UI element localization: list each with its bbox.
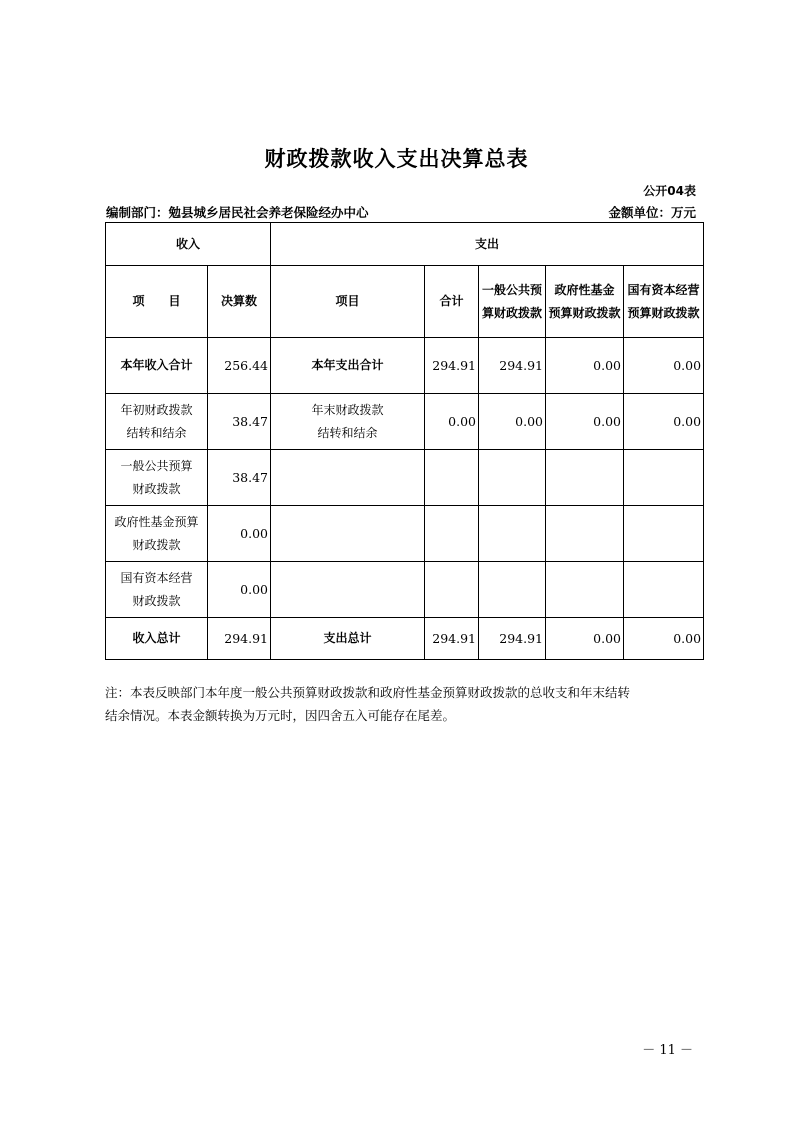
empty-cell xyxy=(624,450,704,506)
grand-expense-label: 支出总计 xyxy=(271,618,425,660)
current-expense-total: 294.91 xyxy=(425,338,479,394)
col-header-gpb-line2: 算财政拨款 xyxy=(482,305,543,320)
current-expense-soc: 0.00 xyxy=(624,338,704,394)
table-row xyxy=(106,618,704,660)
ending-balance-soc: 0.00 xyxy=(624,394,704,450)
grand-income-label: 收入总计 xyxy=(106,618,208,660)
note-line-2: 结余情况。本表金额转换为万元时，因四舍五入可能存在尾差。 xyxy=(105,708,456,723)
col-header-gf-line2: 预算财政拨款 xyxy=(548,305,621,320)
col-header-final-amount: 决算数 xyxy=(208,266,271,338)
table-section-header-row xyxy=(106,223,704,266)
gf-income-label-line1: 政府性基金预算 xyxy=(114,514,199,529)
col-header-soc-line2: 预算财政拨款 xyxy=(627,305,700,320)
department-label: 编制部门：勉县城乡居民社会养老保险经办中心 xyxy=(106,205,369,220)
col-header-state-capital xyxy=(624,266,704,338)
beginning-balance-label-line2: 结转和结余 xyxy=(126,425,187,440)
income-section-header: 收入 xyxy=(106,223,271,266)
empty-cell xyxy=(479,562,546,618)
table-row xyxy=(106,394,704,450)
col-header-general-public-budget xyxy=(479,266,546,338)
empty-cell xyxy=(425,562,479,618)
current-expense-label: 本年支出合计 xyxy=(271,338,425,394)
soc-income-label xyxy=(106,562,208,618)
expense-section-header: 支出 xyxy=(271,223,704,266)
ending-balance-gpb: 0.00 xyxy=(479,394,546,450)
grand-expense-gf: 0.00 xyxy=(546,618,624,660)
table-row xyxy=(106,506,704,562)
beginning-balance-label xyxy=(106,394,208,450)
grand-expense-gpb: 294.91 xyxy=(479,618,546,660)
col-header-item: 项 目 xyxy=(106,266,208,338)
soc-income-value: 0.00 xyxy=(208,562,271,618)
col-header-government-fund xyxy=(546,266,624,338)
empty-cell xyxy=(546,506,624,562)
empty-cell xyxy=(271,506,425,562)
grand-expense-soc: 0.00 xyxy=(624,618,704,660)
form-number: 公开04表 xyxy=(643,184,696,198)
empty-cell xyxy=(425,450,479,506)
budget-summary-table xyxy=(105,222,704,660)
gf-income-value: 0.00 xyxy=(208,506,271,562)
empty-cell xyxy=(271,450,425,506)
gpb-income-label-line2: 财政拨款 xyxy=(132,481,181,496)
gpb-income-label xyxy=(106,450,208,506)
amount-unit-label: 金额单位：万元 xyxy=(608,205,696,220)
table-column-header-row xyxy=(106,266,704,338)
grand-income-value: 294.91 xyxy=(208,618,271,660)
gpb-income-value: 38.47 xyxy=(208,450,271,506)
col-header-soc-line1: 国有资本经营 xyxy=(627,282,700,297)
col-header-gf-line1: 政府性基金 xyxy=(554,282,615,297)
gf-income-label xyxy=(106,506,208,562)
empty-cell xyxy=(271,562,425,618)
gpb-income-label-line1: 一般公共预算 xyxy=(120,458,193,473)
gf-income-label-line2: 财政拨款 xyxy=(132,537,181,552)
table-note xyxy=(105,681,705,727)
header-info-line xyxy=(106,203,696,221)
soc-income-label-line2: 财政拨款 xyxy=(132,593,181,608)
current-income-label: 本年收入合计 xyxy=(106,338,208,394)
empty-cell xyxy=(425,506,479,562)
page-number: － 11 － xyxy=(642,1043,693,1058)
empty-cell xyxy=(546,562,624,618)
table-row xyxy=(106,338,704,394)
page-title: 财政拨款收入支出决算总表 xyxy=(264,147,529,171)
beginning-balance-value: 38.47 xyxy=(208,394,271,450)
ending-balance-total: 0.00 xyxy=(425,394,479,450)
current-income-value: 256.44 xyxy=(208,338,271,394)
empty-cell xyxy=(546,450,624,506)
current-expense-gpb: 294.91 xyxy=(479,338,546,394)
ending-balance-gf: 0.00 xyxy=(546,394,624,450)
ending-balance-label-line1: 年末财政拨款 xyxy=(311,402,384,417)
col-header-expense-item: 项目 xyxy=(271,266,425,338)
empty-cell xyxy=(624,506,704,562)
current-expense-gf: 0.00 xyxy=(546,338,624,394)
empty-cell xyxy=(624,562,704,618)
table-row xyxy=(106,562,704,618)
ending-balance-label xyxy=(271,394,425,450)
grand-expense-total: 294.91 xyxy=(425,618,479,660)
col-header-total: 合计 xyxy=(425,266,479,338)
col-header-gpb-line1: 一般公共预 xyxy=(482,282,543,297)
table-row xyxy=(106,450,704,506)
beginning-balance-label-line1: 年初财政拨款 xyxy=(120,402,193,417)
ending-balance-label-line2: 结转和结余 xyxy=(317,425,378,440)
note-line-1: 注：本表反映部门本年度一般公共预算财政拨款和政府性基金预算财政拨款的总收支和年末结转 xyxy=(105,685,631,700)
soc-income-label-line1: 国有资本经营 xyxy=(120,570,193,585)
empty-cell xyxy=(479,506,546,562)
empty-cell xyxy=(479,450,546,506)
